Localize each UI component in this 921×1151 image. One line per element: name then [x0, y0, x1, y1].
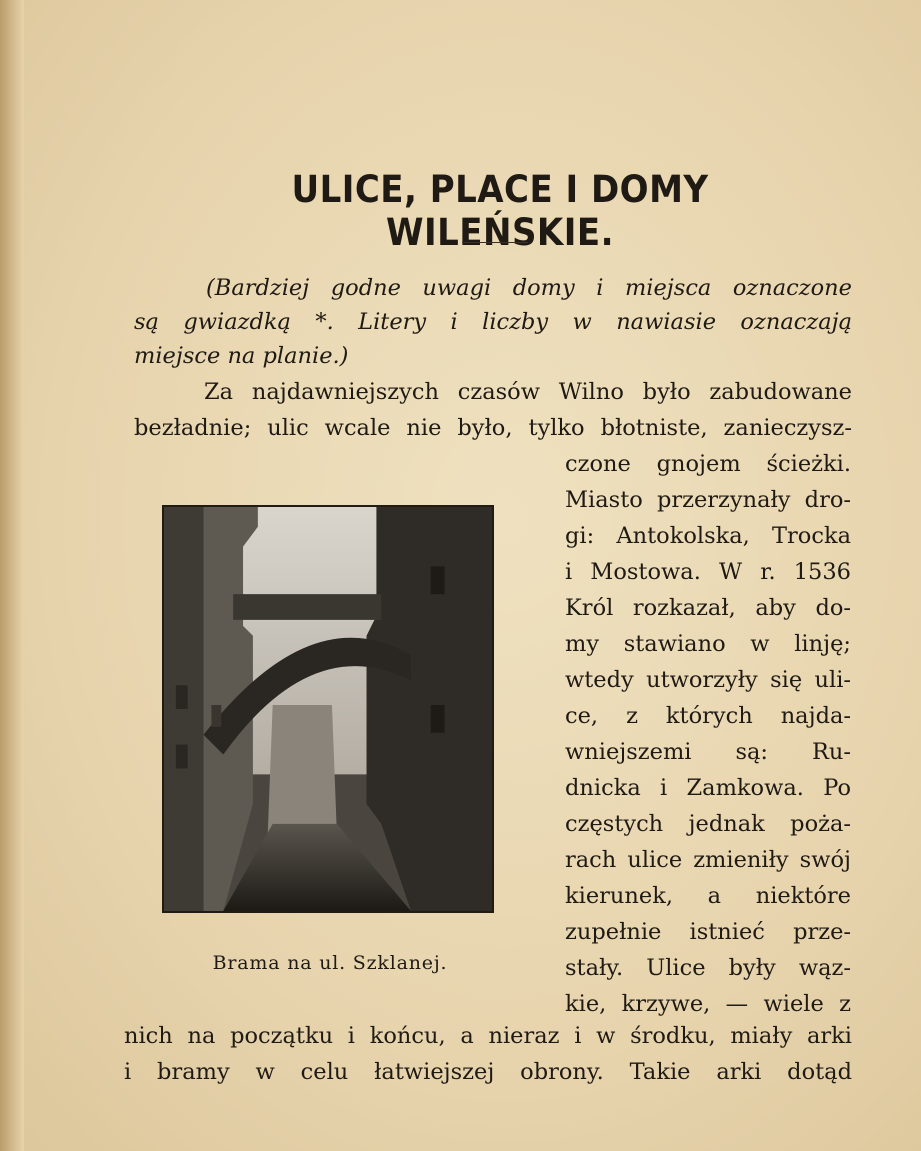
body-line: Król rozkazał, aby do- — [565, 595, 851, 621]
street-arch-illustration — [164, 507, 492, 911]
body-line: rach ulice zmieniły swój — [565, 847, 851, 873]
page-title: ULICE, PLACE I DOMY WILEŃSKIE. — [291, 168, 709, 254]
body-line: i Mostowa. W r. 1536 — [565, 559, 851, 585]
body-line: wniejszemi są: Ru- — [565, 739, 851, 765]
body-line: wtedy utworzyły się uli- — [565, 667, 851, 693]
body-line: nich na początku i końcu, a nieraz i w środku, miały arki — [124, 1023, 852, 1049]
body-line: kierunek, a niektóre — [565, 883, 851, 909]
body-line: stały. Ulice były wąz- — [565, 955, 851, 981]
body-line: zupełnie istnieć prze- — [565, 919, 851, 945]
intro-note-line: są gwiazdką *. Litery i liczby w nawiasie oznaczają — [134, 309, 852, 335]
body-line: my stawiano w linję; — [565, 631, 851, 657]
title-divider — [462, 242, 528, 243]
book-spine-edge — [0, 0, 24, 1151]
body-line: i bramy w celu łatwiejszej obrony. Takie arki dotąd — [124, 1059, 852, 1085]
body-line: Miasto przerzynały dro- — [565, 487, 851, 513]
body-line: dnicka i Zamkowa. Po — [565, 775, 851, 801]
body-line: częstych jednak poża- — [565, 811, 851, 837]
body-line: gi: Antokolska, Trocka — [565, 523, 851, 549]
body-line: czone gnojem ścieżki. — [565, 451, 851, 477]
body-line: kie, krzywe, — wiele z — [565, 991, 851, 1017]
body-line: ce, z których najda- — [565, 703, 851, 729]
body-line: bezładnie; ulic wcale nie było, tylko błotniste, zanieczysz- — [134, 415, 852, 441]
figure-caption: Brama na ul. Szklanej. — [212, 952, 448, 974]
intro-note-line: (Bardziej godne uwagi domy i miejsca oznaczone — [206, 275, 852, 301]
street-arch-photo — [162, 505, 494, 913]
intro-note-line: miejsce na planie.) — [134, 343, 349, 369]
body-line: Za najdawniejszych czasów Wilno było zabudowane — [204, 379, 852, 405]
